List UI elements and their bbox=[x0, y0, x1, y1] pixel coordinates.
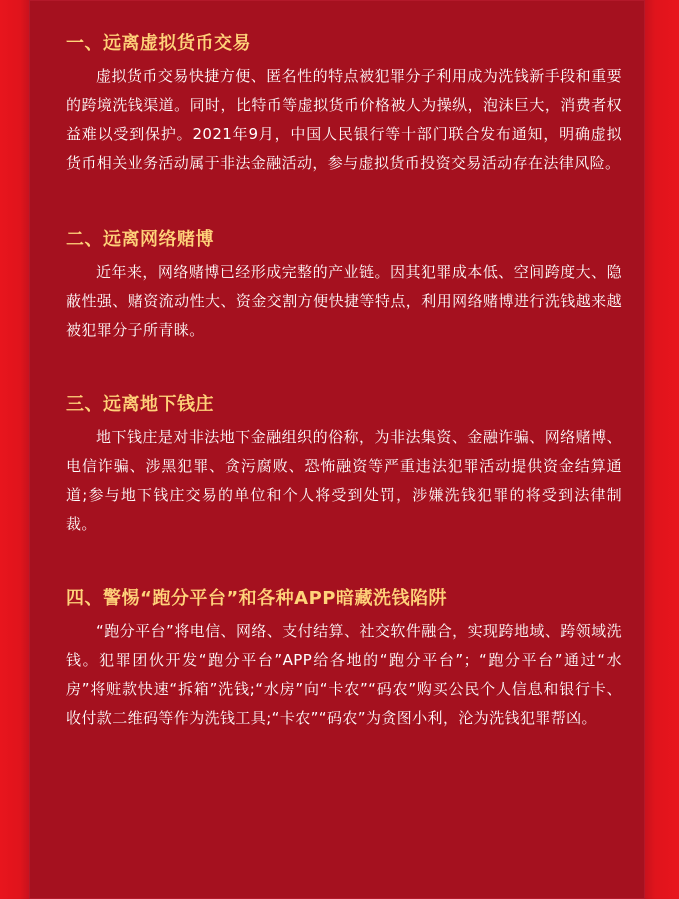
section-heading: 一、远离虚拟货币交易 bbox=[66, 33, 251, 54]
article-content bbox=[66, 26, 622, 733]
section-paragraph: 地下钱庄是对非法地下金融组织的俗称，为非法集资、金融诈骗、网络赌博、电信诈骗、涉黑犯罪、贪污腐败、恐怖融资等严重违法犯罪活动提供资金结算通道;参与地下钱庄交易的单位和个人将受到处罚，涉嫌洗钱犯罪的将受到法律制裁。 bbox=[66, 428, 622, 533]
section-underground-bank bbox=[66, 387, 622, 539]
section-virtual-currency bbox=[66, 26, 622, 178]
section-paragraph: “跑分平台”将电信、网络、支付结算、社交软件融合，实现跨地域、跨领域洗钱。犯罪团伙开发“跑分平台”APP给各地的“跑分平台”；“跑分平台”通过“水房”将赃款快速“拆箱”洗钱;“水房”向“卡农”“码农”购买公民个人信息和银行卡、收付款二维码等作为洗钱工具;“卡农”“码农”为贪图小利，沦为洗钱犯罪帮凶。 bbox=[66, 622, 622, 727]
section-paragraph: 近年来，网络赌博已经形成完整的产业链。因其犯罪成本低、空间跨度大、隐蔽性强、赌资流动性大、资金交割方便快捷等特点，利用网络赌博进行洗钱越来越被犯罪分子所青睐。 bbox=[66, 263, 622, 339]
section-online-gambling bbox=[66, 222, 622, 345]
section-score-platform bbox=[66, 581, 622, 733]
section-paragraph: 虚拟货币交易快捷方便、匿名性的特点被犯罪分子利用成为洗钱新手段和重要的跨境洗钱渠道。同时，比特币等虚拟货币价格被人为操纵，泡沫巨大，消费者权益难以受到保护。2021年9月，中国人民银行等十部门联合发布通知，明确虚拟货币相关业务活动属于非法金融活动，参与虚拟货币投资交易活动存在法律风险。 bbox=[66, 67, 622, 172]
right-border-strip bbox=[645, 0, 679, 899]
section-heading: 二、远离网络赌博 bbox=[66, 229, 214, 250]
section-heading: 四、警惕“跑分平台”和各种APP暗藏洗钱陷阱 bbox=[66, 588, 447, 609]
section-heading: 三、远离地下钱庄 bbox=[66, 394, 214, 415]
left-border-strip bbox=[0, 0, 29, 899]
